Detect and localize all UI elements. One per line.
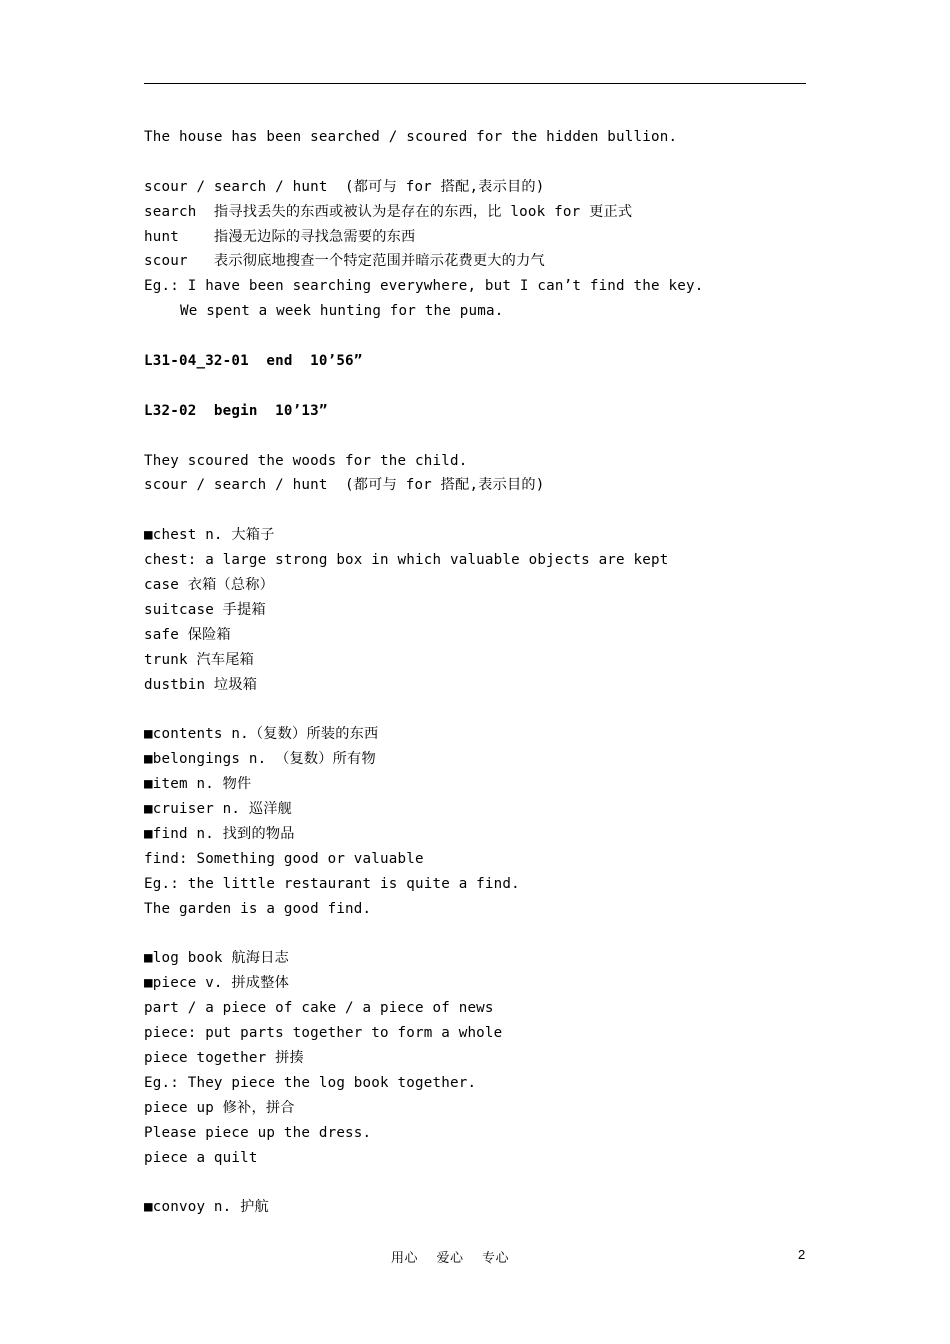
blank-line xyxy=(144,324,806,349)
blank-line xyxy=(144,498,806,523)
blank-line xyxy=(144,1170,806,1195)
text-line: piece a quilt xyxy=(144,1149,258,1166)
blank-line xyxy=(144,374,806,399)
vocab-entry: ■piece v. 拼成整体 xyxy=(144,975,289,992)
vocab-entry: ■chest n. 大箱子 xyxy=(144,527,275,544)
text-line: scour 表示彻底地搜查一个特定范围并暗示花费更大的力气 xyxy=(144,253,545,270)
blank-line xyxy=(144,922,806,947)
text-line: scour / search / hunt (都可与 for 搭配,表示目的) xyxy=(144,477,545,494)
text-line: suitcase 手提箱 xyxy=(144,601,266,618)
text-line: hunt 指漫无边际的寻找急需要的东西 xyxy=(144,228,416,245)
text-line: piece together 拼揍 xyxy=(144,1049,304,1066)
text-line: trunk 汽车尾箱 xyxy=(144,651,254,668)
timestamp-marker: L32-02 begin 10’13” xyxy=(144,402,328,419)
text-line: dustbin 垃圾箱 xyxy=(144,676,258,693)
document-body xyxy=(144,125,806,1220)
text-line: scour / search / hunt (都可与 for 搭配,表示目的) xyxy=(144,178,545,195)
text-line: case 衣箱（总称） xyxy=(144,577,275,594)
vocab-entry: ■find n. 找到的物品 xyxy=(144,825,295,842)
text-line: We spent a week hunting for the puma. xyxy=(180,303,504,320)
text-line: Eg.: I have been searching everywhere, but I can’t find the key. xyxy=(144,278,704,295)
vocab-entry: ■convoy n. 护航 xyxy=(144,1199,269,1216)
header-rule xyxy=(144,83,806,84)
page-number: 2 xyxy=(798,1247,806,1262)
text-line: piece up 修补，拼合 xyxy=(144,1099,295,1116)
text-line: They scoured the woods for the child. xyxy=(144,452,468,469)
vocab-entry: ■belongings n. （复数）所有物 xyxy=(144,751,376,768)
text-line: Eg.: They piece the log book together. xyxy=(144,1074,477,1091)
vocab-entry: ■contents n.（复数）所装的东西 xyxy=(144,726,379,743)
vocab-entry: ■log book 航海日志 xyxy=(144,950,289,967)
text-line: find: Something good or valuable xyxy=(144,850,424,867)
vocab-entry: ■item n. 物件 xyxy=(144,776,252,793)
text-line: Eg.: the little restaurant is quite a find. xyxy=(144,875,520,892)
text-line: part / a piece of cake / a piece of news xyxy=(144,1000,494,1017)
blank-line xyxy=(144,424,806,449)
text-line: chest: a large strong box in which valuable objects are kept xyxy=(144,552,669,569)
blank-line xyxy=(144,697,806,722)
footer-slogan: 用心 爱心 专心 xyxy=(391,1251,510,1266)
text-line: The garden is a good find. xyxy=(144,900,372,917)
text-line: Please piece up the dress. xyxy=(144,1124,372,1141)
text-line: piece: put parts together to form a whole xyxy=(144,1025,503,1042)
text-line: The house has been searched / scoured for the hidden bullion. xyxy=(144,129,678,145)
text-line: safe 保险箱 xyxy=(144,626,231,643)
blank-line xyxy=(144,150,806,175)
timestamp-marker: L31-04_32-01 end 10’56” xyxy=(144,353,363,370)
vocab-entry: ■cruiser n. 巡洋舰 xyxy=(144,801,293,818)
text-line: search 指寻找丢失的东西或被认为是存在的东西，比 look for 更正式 xyxy=(144,203,633,220)
